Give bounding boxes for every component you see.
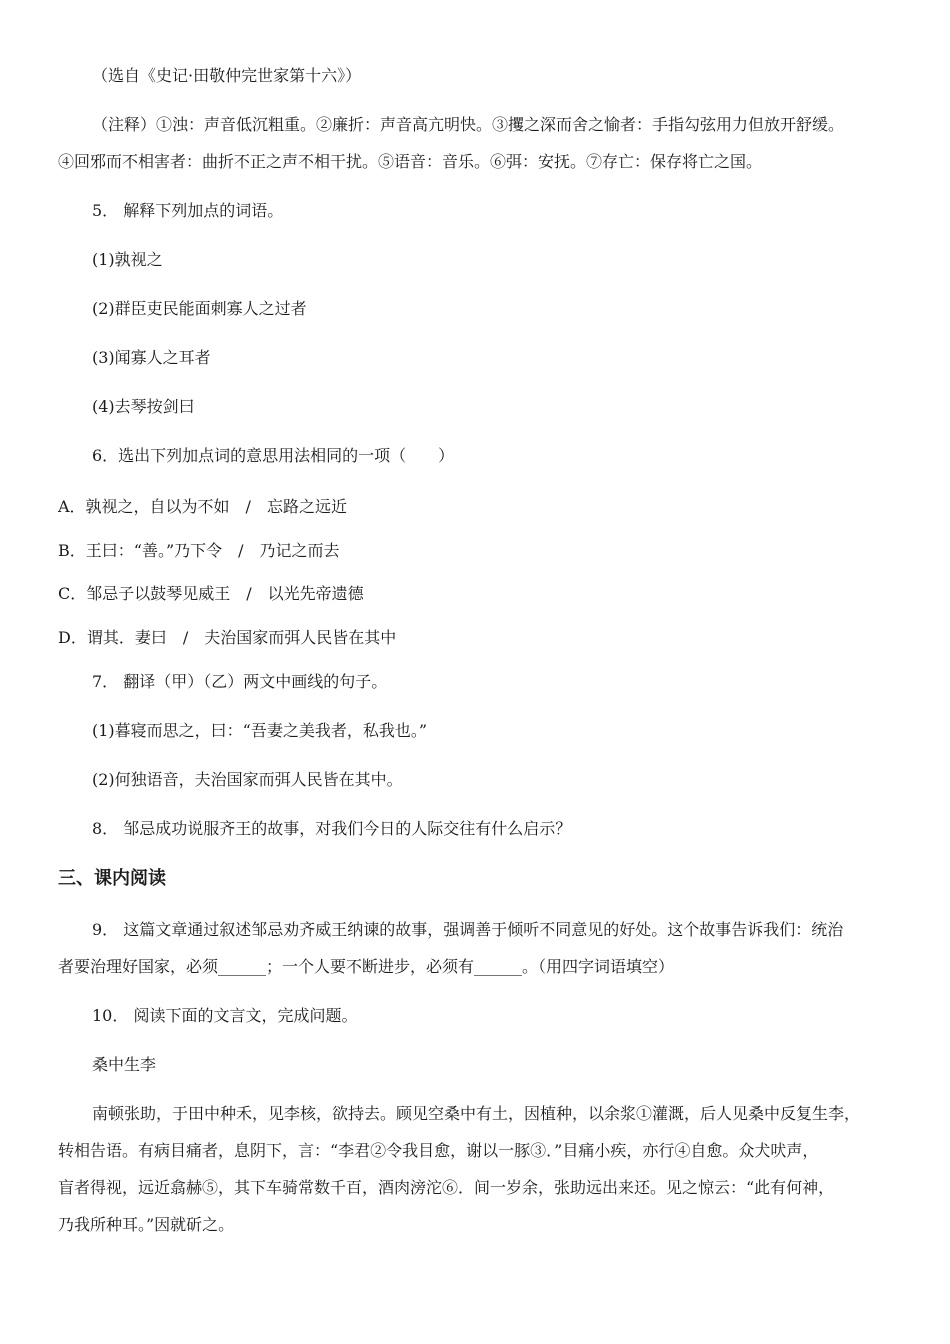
passage-line-2: 转相告语。有病目痛者，息阴下，言：“李君②令我目愈，谢以一豚③．”目痛小疾，亦行④自愈。众犬吠声， xyxy=(58,1141,819,1160)
question-6-option-b: B．王曰：“善。”乃下令 / 乃记之而去 xyxy=(58,541,340,560)
question-6-option-c: C．邹忌子以鼓琴见威王 / 以光先帝遗德 xyxy=(58,584,364,603)
passage-line-4: 乃我所种耳。”因就斫之。 xyxy=(58,1215,235,1234)
passage-line-3: 盲者得视，远近翕赫⑤，其下车骑常数千百，酒肉滂沱⑥．间一岁余，张助远出来还。见之惊云：“此有何神， xyxy=(58,1178,835,1197)
question-9-line-1: 9． 这篇文章通过叙述邹忌劝齐威王纳谏的故事，强调善于倾听不同意见的好处。这个故事告诉我们：统治 xyxy=(92,920,844,939)
question-8-stem: 8． 邹忌成功说服齐王的故事，对我们今日的人际交往有什么启示？ xyxy=(92,819,572,838)
question-5-stem: 5． 解释下列加点的词语。 xyxy=(92,201,284,220)
question-5-item-1: (1)孰视之 xyxy=(92,250,163,269)
passage-title: 桑中生李 xyxy=(92,1055,157,1074)
question-7-item-1: (1)暮寝而思之，曰：“吾妻之美我者，私我也。” xyxy=(92,721,428,740)
question-5-item-2: (2)群臣吏民能面刺寡人之过者 xyxy=(92,299,307,318)
section-3-heading: 三、课内阅读 xyxy=(58,868,166,889)
question-5-item-4: (4)去琴按剑曰 xyxy=(92,397,195,416)
passage-line-1: 南顿张助，于田中种禾，见李核，欲持去。顾见空桑中有土，因植种，以余浆①灌溉，后人见桑中反复生李， xyxy=(92,1104,861,1123)
notes-line-1: （注释）①浊：声音低沉粗重。②廉折：声音高亢明快。③攫之深而舍之愉者：手指勾弦用力但放开舒缓。 xyxy=(92,115,845,134)
question-10-stem: 10． 阅读下面的文言文，完成问题。 xyxy=(92,1006,358,1025)
question-5-item-3: (3)闻寡人之耳者 xyxy=(92,348,211,367)
source-line: （选自《史记·田敬仲完世家第十六》） xyxy=(92,66,362,85)
notes-line-2: ④回邪而不相害者：曲折不正之声不相干扰。⑤语音：音乐。⑥弭：安抚。⑦存亡：保存将亡之国。 xyxy=(58,152,763,171)
question-7-item-2: (2)何独语音，夫治国家而弭人民皆在其中。 xyxy=(92,770,403,789)
question-6-stem: 6．选出下列加点词的意思用法相同的一项（ ） xyxy=(92,446,455,465)
question-6-option-d: D．谓其．妻曰 / 夫治国家而弭人民皆在其中 xyxy=(58,628,397,647)
question-7-stem: 7． 翻译（甲）（乙）两文中画线的句子。 xyxy=(92,672,388,691)
question-9-line-2: 者要治理好国家，必须______；一个人要不断进步，必须有______。（用四字词语填空） xyxy=(58,957,675,976)
question-6-option-a: A．孰视之，自以为不如 / 忘路之远近 xyxy=(58,497,347,516)
